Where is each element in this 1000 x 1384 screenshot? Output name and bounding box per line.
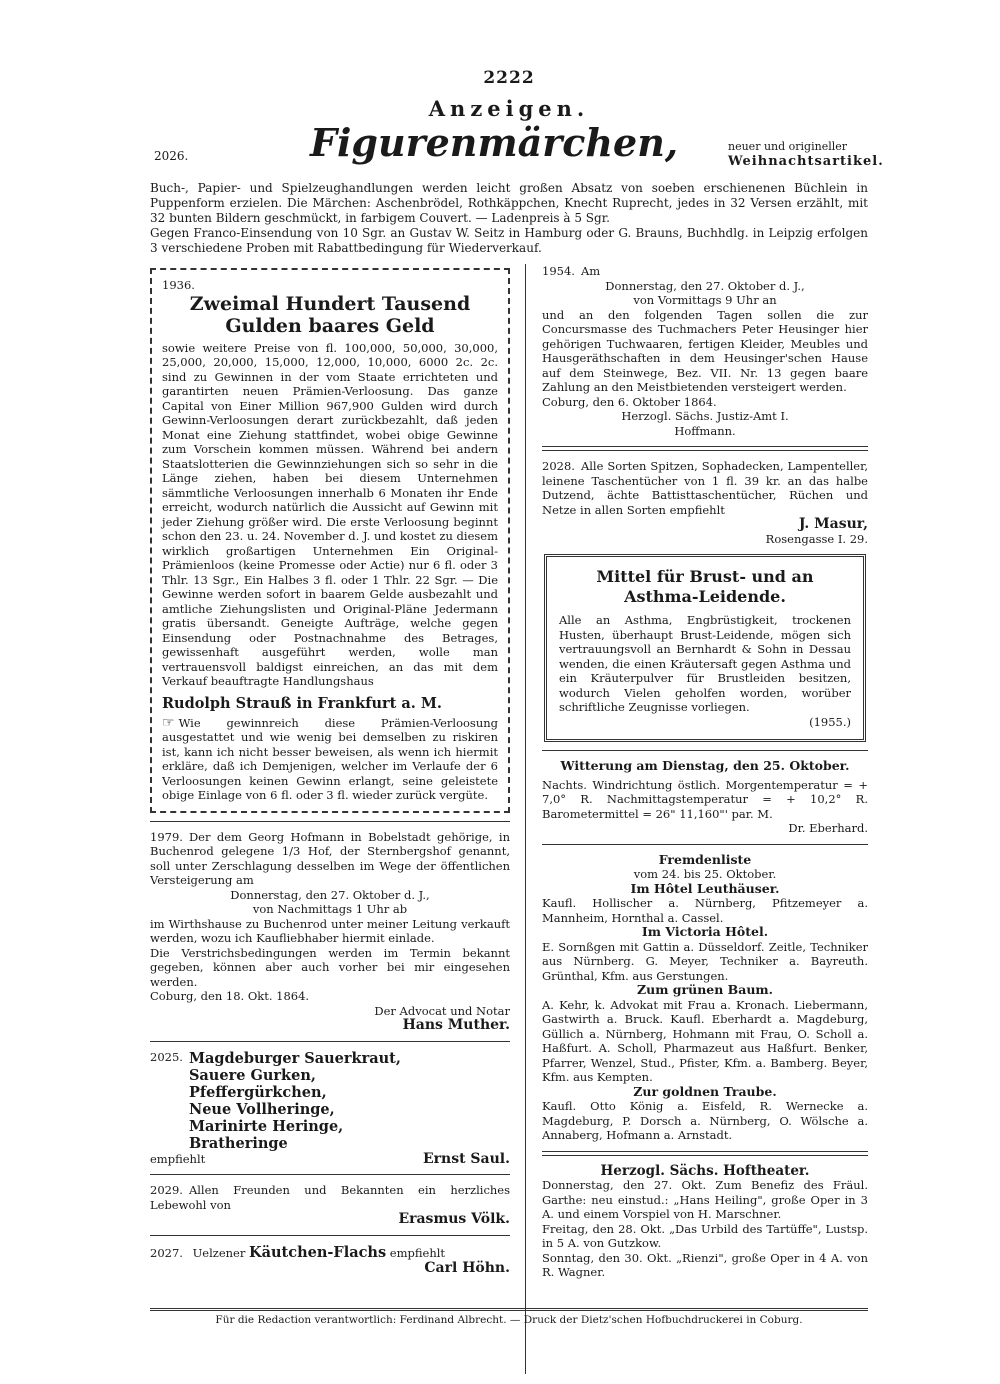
section-heading: Anzeigen. bbox=[428, 96, 590, 121]
divider bbox=[542, 844, 868, 845]
ad-subtitle-line1: neuer und origineller bbox=[728, 140, 848, 153]
lottery-body: sowie weitere Preise von fl. 100,000, 50,000, 30,000, 25,000, 20,000, 15,000, 12,000, 10,000, 6000 2c. 2c. sind zu Gewinnen in der vom Staate errichteten und garantirten neuen Prämien-Verloosung. Das ganze Capital von Einer Million 967,900 Gulden wird durch Gewinn-Verloosungen derart zurückbezahlt, daß jeden Monat eine Ziehung stattfindet, wobei obige Gewinne zum Vorschein kommen müssen. Während bei andern Staatslotterien die Gewinnziehungen sich so sehr in die Länge ziehen, haben bei diesem Unternehmen sämmtliche Verloosungen innerhalb 6 Monaten ihr Ende erreicht, wodurch natürlich die Aussicht auf Gewinn mit jeder Ziehung größer wird. Die erste Verloosung beginnt schon den 23. u. 24. November d. J. und kostet zu diesem wirklich großartigen Unternehmen Ein Original-Prämienloos (keine Promesse oder Actie) nur 6 fl. oder 3 Thlr. 13 Sgr., Ein Halbes 3 fl. oder 1 Thlr. 22 Sgr. — Die Gewinne werden sofort in baarem Gelde ausbezahlt und amtliche Ziehungslisten und Original-Pläne Jedermann gratis übersandt. Geneigte Aufträge, welche gegen Einsendung oder Postnachnahme des Betrages, gewissenhaft ausgeführt werden, wolle man vertrauensvoll baldigst einreichen, an das mit dem Verkauf beauftragte Handlungshaus bbox=[162, 340, 498, 688]
ad-signer: Erasmus Völk. bbox=[398, 1211, 510, 1227]
guest-section bbox=[542, 983, 868, 1085]
ad-product: Käutchen-Flachs bbox=[249, 1243, 387, 1261]
ad-number: 2026. bbox=[154, 149, 189, 163]
guest-list-dates: vom 24. bis 25. Oktober. bbox=[633, 867, 777, 881]
lottery-note bbox=[162, 716, 498, 803]
hotel-name: Zur goldnen Traube. bbox=[633, 1083, 777, 1099]
guest-section bbox=[542, 1085, 868, 1143]
guest-section bbox=[542, 925, 868, 983]
divider bbox=[150, 821, 510, 822]
ad-address: Rosengasse I. 29. bbox=[765, 531, 868, 546]
ad-1954 bbox=[542, 264, 868, 438]
ad-body-2: im Wirthshause zu Buchenrod unter meiner Leitung verkauft werden, wozu ich Kaufliebhaber hiermit einlade. bbox=[150, 916, 510, 945]
ad-post: empfiehlt bbox=[389, 1245, 446, 1260]
divider bbox=[542, 446, 868, 451]
ad-body: Allen Freunden und Bekannten ein herzliches Lebewohl von bbox=[150, 1183, 510, 1212]
ad-1936-box bbox=[150, 268, 510, 813]
ad-number: (1955.) bbox=[809, 714, 851, 729]
ad-number: 1979. bbox=[150, 829, 183, 844]
ad-role: Der Advocat und Notar bbox=[374, 1003, 510, 1018]
ad-number: 1936. bbox=[162, 278, 195, 292]
ad-time: von Nachmittags 1 Uhr ab bbox=[252, 902, 408, 916]
product-item: Marinirte Heringe, bbox=[188, 1117, 344, 1135]
ad-label: empfiehlt bbox=[150, 1151, 206, 1166]
ad-2026 bbox=[150, 120, 884, 256]
remedy-title: Mittel für Brust- und an Asthma-Leidende. bbox=[596, 567, 814, 606]
product-item: Bratheringe bbox=[188, 1134, 288, 1152]
lottery-title: Zweimal Hundert Tausend Gulden baares Geld bbox=[189, 292, 471, 337]
ad-number: 2029. bbox=[150, 1183, 183, 1197]
ad-signer: Hans Muther. bbox=[402, 1017, 510, 1033]
ad-subtitle-line2: Weihnachtsartikel. bbox=[728, 154, 884, 169]
two-column-layout bbox=[150, 264, 868, 1384]
ad-body: Buch-, Papier- und Spielzeughandlungen werden leicht großen Absatz von soeben erschienenen Büchlein in Puppenform erzielen. Die Märchen: Aschenbrödel, Rothkäppchen, Knecht Ruprecht, jedes in 32 Versen erzählt, mit 32 bunten Bildern geschmückt, in farbigem Couvert. — Ladenpreis à 5 Sgr. bbox=[150, 181, 868, 225]
lottery-note-text: Wie gewinnreich diese Prämien-Verloosung ausgestattet und wie wenig bei demselben zu riskiren ist, kann ich nicht besser beweisen, als wenn ich hiermit erkläre, daß ich Demjenigen, welcher im Verlaufe der 6 Verloosungen keinen Gewinn erlangt, seine geleistete obige Einlage von 6 fl. oder 3 fl. wieder zurück vergüte. bbox=[162, 715, 498, 802]
ad-1955-box bbox=[544, 554, 866, 742]
ad-2028 bbox=[542, 459, 868, 546]
ad-number: 1954. bbox=[542, 264, 575, 278]
ad-am: Am bbox=[580, 264, 601, 278]
guest-section bbox=[542, 882, 868, 926]
divider bbox=[150, 1235, 510, 1236]
ad-subtitle bbox=[728, 139, 884, 169]
hotel-name: Zum grünen Baum. bbox=[636, 982, 774, 997]
ad-signer: J. Masur, bbox=[798, 516, 868, 532]
ad-number: 2027. bbox=[150, 1245, 183, 1260]
hotel-guests: Kaufl. Otto König a. Eisfeld, R. Wernecke a. Magdeburg, P. Dorsch a. Nürnberg, O. Wölsche a. Annaberg, Hofmann a. Arnstadt. bbox=[542, 1099, 868, 1142]
theater-line: Sonntag, den 30. Okt. „Rienzi", große Oper in 4 A. von R. Wagner. bbox=[542, 1250, 868, 1279]
ad-body: Der dem Georg Hofmann in Bobelstadt gehörige, in Buchenrod gelegene 1/3 Hof, der Sternbergshof genannt, soll unter Zerschlagung desselben im Wege der öffentlichen Versteigerung am bbox=[150, 829, 510, 887]
ad-signer: Ernst Saul. bbox=[422, 1150, 510, 1167]
ad-signer: Hoffmann. bbox=[674, 423, 736, 438]
product-item: Pfeffergürkchen, bbox=[188, 1083, 327, 1101]
weather-title: Witterung am Dienstag, den 25. Oktober. bbox=[560, 758, 850, 773]
ad-title: Figurenmärchen, bbox=[310, 120, 679, 165]
ad-pre: Uelzener bbox=[192, 1245, 246, 1260]
divider bbox=[150, 1174, 510, 1175]
theater-program bbox=[542, 1164, 868, 1280]
hotel-name: Im Victoria Hôtel. bbox=[641, 924, 769, 939]
divider bbox=[542, 750, 868, 751]
ad-2026-header bbox=[150, 120, 884, 181]
ad-1979 bbox=[150, 830, 510, 1033]
guest-list-title: Fremdenliste bbox=[658, 851, 752, 867]
weather-body: Nachts. Windrichtung östlich. Morgentemperatur = + 7,0° R. Nachmittagstemperatur = + 10,2° R. Barometermittel = 26" 11,160"' par. M. bbox=[542, 777, 868, 821]
divider bbox=[542, 1151, 868, 1156]
ad-place: Coburg, den 6. Oktober 1864. bbox=[542, 394, 717, 409]
ad-body: und an den folgenden Tagen sollen die zur Concursmasse des Tuchmachers Peter Heusinger hier gehörigen Tuchwaaren, fertigen Kleider, Meubles und Hausgeräthschaften in dem Heusinger'schen Hause auf dem Steinwege, Bez. VII. Nr. 13 gegen baare Zahlung an den Meistbietenden versteigert werden. bbox=[542, 307, 868, 394]
ad-date: Donnerstag, den 27. Oktober d. J., bbox=[230, 887, 430, 902]
ad-number: 2025. bbox=[150, 1049, 183, 1064]
lottery-firm: Rudolph Strauß in Frankfurt a. M. bbox=[162, 694, 442, 712]
page-number: 2222 bbox=[483, 68, 535, 88]
pointing-hand-icon: ☞ bbox=[162, 714, 175, 731]
ad-office: Herzogl. Sächs. Justiz-Amt I. bbox=[621, 409, 789, 423]
right-column bbox=[542, 264, 868, 1280]
ad-place: Coburg, den 18. Okt. 1864. bbox=[150, 989, 310, 1003]
theater-line: Freitag, den 28. Okt. „Das Urbild des Tartüffe", Lustsp. in 5 A. von Gutzkow. bbox=[542, 1221, 868, 1250]
hotel-guests: A. Kehr, k. Advokat mit Frau a. Kronach. Liebermann, Gastwirth a. Bruck. Kaufl. Eberhardt a. Magdeburg, Güllich a. Nürnberg, Hohmann mit Frau, O. Scholl a. Haßfurt. A. Scholl, Pharmazeut aus Haßfurt. Benker, Pfarrer, Wenzel, Stud., Pfister, Kfm. a. Bamberg. Beyer, Kfm. aus Kempten. bbox=[542, 997, 868, 1084]
page-footer: Für die Redaction verantwortlich: Ferdinand Albrecht. — Druck der Dietz'schen Hofbuchdruckerei in Coburg. bbox=[150, 1308, 868, 1326]
left-column bbox=[150, 264, 510, 1275]
guest-list bbox=[542, 853, 868, 1143]
newspaper-page bbox=[150, 68, 884, 1384]
product-item: Magdeburger Sauerkraut, bbox=[188, 1049, 401, 1067]
ad-body-2: Gegen Franco-Einsendung von 10 Sgr. an Gustav W. Seitz in Hamburg oder G. Brauns, Buchhdlg. in Leipzig erfolgen 3 verschiedene Proben mit Rabattbedingung für Wiederverkauf. bbox=[150, 226, 868, 255]
ad-time: von Vormittags 9 Uhr an bbox=[633, 293, 777, 307]
weather-report bbox=[542, 759, 868, 836]
ad-2027 bbox=[150, 1244, 510, 1276]
ad-body: Alle Sorten Spitzen, Sophadecken, Lampenteller, leinene Taschentücher von 1 fl. 39 kr. an das halbe Dutzend, ächte Battisttaschentücher, Rüchen und Netze in allen Sorten empfiehlt bbox=[542, 459, 868, 517]
remedy-body: Alle an Asthma, Engbrüstigkeit, trockenen Husten, überhaupt Brust-Leidende, mögen sich vertrauungsvoll an Bernhardt & Sohn in Dessau wenden, die einen Kräutersaft gegen Asthma und ein Kräuterpulver für Brustleiden besitzen, wodurch Vielen geholfen worden, worüber schriftliche Zeugnisse vorliegen. bbox=[559, 613, 851, 714]
hotel-name: Im Hôtel Leuthäuser. bbox=[630, 880, 780, 896]
divider bbox=[150, 1041, 510, 1042]
theater-title: Herzogl. Sächs. Hoftheater. bbox=[600, 1162, 810, 1179]
ad-date: Donnerstag, den 27. Oktober d. J., bbox=[605, 278, 805, 293]
theater-line: Donnerstag, den 27. Okt. Zum Benefiz des Fräul. Garthe: neu einstud.: „Hans Heiling", große Oper in 3 A. und einem Vorspiel von H. Marschner. bbox=[542, 1178, 868, 1221]
ad-2029 bbox=[150, 1183, 510, 1227]
hotel-guests: E. Sornßgen mit Gattin a. Düsseldorf. Zeitle, Techniker aus Nürnberg. G. Meyer, Techniker a. Bayreuth. Grünthal, Kfm. aus Gerstungen. bbox=[542, 939, 868, 983]
ad-2025 bbox=[150, 1050, 510, 1167]
product-item: Sauere Gurken, bbox=[188, 1066, 316, 1084]
column-divider bbox=[525, 264, 526, 1374]
ad-body-3: Die Verstrichsbedingungen werden im Termin bekannt gegeben, können aber auch vorher bei mir eingesehen werden. bbox=[150, 945, 510, 989]
ad-signer: Carl Höhn. bbox=[424, 1259, 510, 1276]
weather-signer: Dr. Eberhard. bbox=[788, 821, 868, 835]
hotel-guests: Kaufl. Hollischer a. Nürnberg, Pfitzemeyer a. Mannheim, Hornthal a. Cassel. bbox=[542, 896, 868, 925]
ad-number: 2028. bbox=[542, 459, 575, 473]
product-item: Neue Vollheringe, bbox=[188, 1100, 335, 1118]
